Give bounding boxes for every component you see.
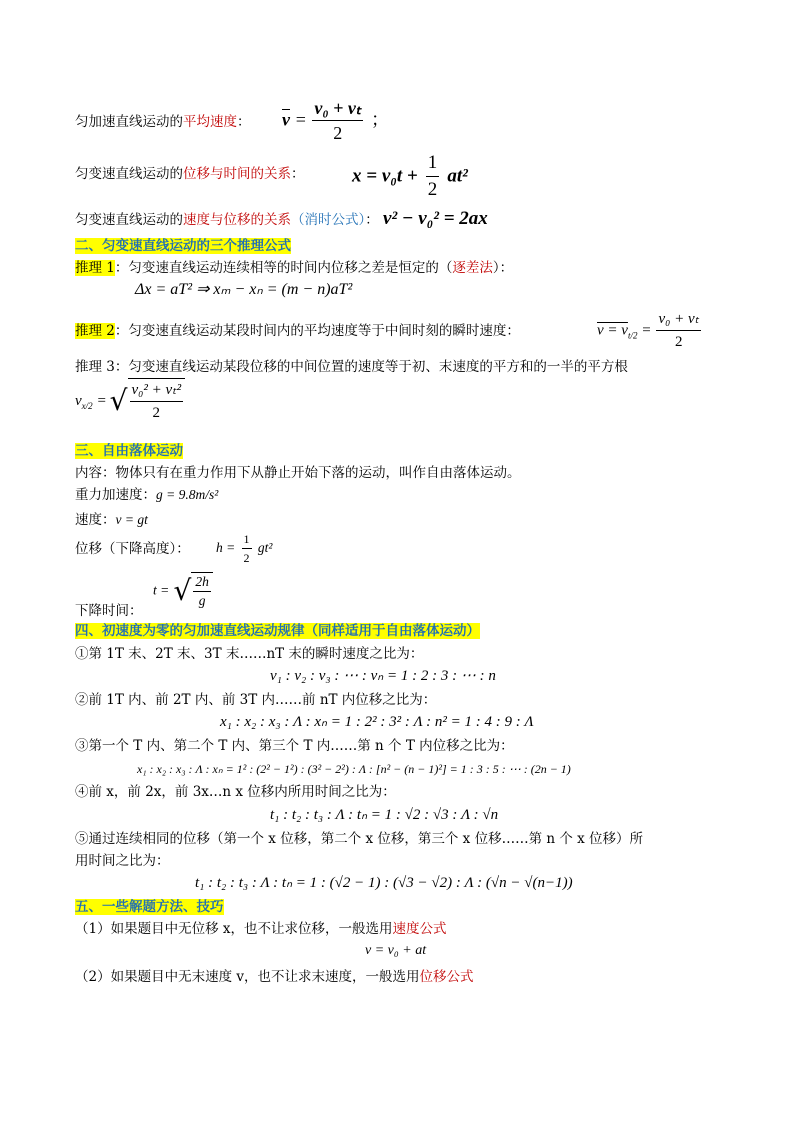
- tag: 推理 1: [75, 260, 115, 276]
- rule-2-formula: x₁ : x₂ : x₃ : Λ : xₙ = 1 : 2² : 3² : Λ : n² = 1 : 4 : 9 : Λ: [220, 714, 534, 730]
- rhs: gt²: [257, 540, 273, 555]
- fall-time-line: [75, 602, 143, 620]
- heading-text: 四、初速度为零的匀加速直线运动规律（同样适用于自由落体运动）: [75, 623, 480, 639]
- section3-heading: [75, 442, 183, 460]
- keyword: 逐差法: [452, 260, 493, 276]
- reasoning-2: [75, 322, 520, 340]
- text: （1）如果题目中无位移 x，也不让求位移，一般选用: [75, 921, 393, 937]
- text: ：匀变速直线运动某段时间内的平均速度等于中间时刻的瞬时速度：: [114, 323, 520, 339]
- text: ：匀变速直线运动连续相等的时间内位移之差是恒定的（: [114, 260, 453, 276]
- colon: ：: [237, 114, 251, 130]
- end: ；: [370, 109, 389, 131]
- rule-5-text-1: ⑤通过连续相同的位移（第一个 x 位移，第二个 x 位移，第三个 x 位移……第 n 个 x 位移）所: [75, 831, 644, 847]
- fraction: [426, 150, 440, 203]
- heading-text: 五、一些解题方法、技巧: [75, 899, 224, 915]
- reasoning-3-formula: $v_{x/2}$ = √ $\frac{\text{v₀² + vₜ²}}{2}$: [75, 378, 185, 424]
- lhs: v = v: [597, 322, 628, 339]
- label: 速度：: [75, 512, 116, 528]
- rule-1-text: ①第 1T 末、2T 末、3T 末……nT 末的瞬时速度之比为：: [75, 646, 424, 662]
- text: （2）如果题目中无末速度 v，也不让求末速度，一般选用: [75, 969, 420, 985]
- lhs: v: [75, 393, 82, 409]
- label: 位移（下降高度）：: [75, 541, 190, 557]
- reasoning-3: 推理 3：匀变速直线运动某段位移的中间位置的速度等于初、末速度的平方和的一半的平方根: [75, 359, 628, 375]
- disp-time-formula: [352, 150, 468, 203]
- gravity-line: [75, 486, 218, 504]
- section4-heading: [75, 622, 480, 640]
- method-2: [75, 968, 474, 986]
- rule-3-text: ③第一个 T 内、第二个 T 内、第三个 T 内……第 n 个 T 内位移之比为：: [75, 738, 514, 754]
- numerator: v₀² + vₜ²: [130, 379, 184, 402]
- section5-heading: [75, 898, 224, 916]
- rhs: at²: [447, 165, 468, 187]
- free-fall-content: 内容：物体只有在重力作用下从静止开始下落的运动，叫作自由落体运动。: [75, 465, 521, 481]
- avg-velocity-formula: $\overline{v}$ = $\frac{\text{v₀ + vₜ}}{2}$ ；: [282, 98, 389, 143]
- denominator: 2: [427, 179, 438, 200]
- section2-heading: [75, 237, 291, 255]
- sqrt: √ $\frac{\text{v₀² + vₜ²}}{2}$: [110, 378, 185, 424]
- fraction: [656, 308, 701, 353]
- denominator: 2: [243, 551, 250, 565]
- note: （消时公式）: [291, 212, 366, 228]
- end: ）：: [492, 260, 514, 276]
- reasoning-1: [75, 259, 513, 277]
- reasoning-1-formula: Δx = aT² ⇒ xₘ − xₙ = (m − n)aT²: [135, 281, 353, 298]
- tag: 推理 2: [75, 323, 115, 339]
- method-1: [75, 920, 447, 938]
- keyword: 速度公式: [392, 921, 447, 937]
- denominator: g: [198, 593, 206, 608]
- disp-time-line: [75, 165, 305, 183]
- numerator: v₀ + vₜ: [656, 308, 701, 331]
- label: 重力加速度：: [75, 487, 156, 503]
- height-formula: [216, 530, 272, 567]
- numerator: 1: [426, 150, 440, 177]
- v-bar: $\overline{v}$: [282, 109, 290, 130]
- rule-3-formula: x₁ : x₂ : x₃ : Λ : xₙ = 1² : (2² − 1²) : (3² − 2²) : Λ : [n² − (n − 1)²] = 1 : 3 : 5 : ⋯ : (2n − 1): [137, 762, 571, 776]
- reasoning-2-formula: $v = v_{t/2}$ = $\frac{\text{v₀ + vₜ}}{2}$: [597, 308, 703, 353]
- method-1-formula: v = v₀ + at: [365, 943, 427, 958]
- text: 匀变速直线运动的: [75, 166, 183, 182]
- fraction: [193, 573, 211, 610]
- colon: ：: [365, 212, 379, 228]
- fraction: [312, 96, 363, 145]
- denominator: 2: [674, 334, 683, 350]
- subscript: t/2: [627, 330, 638, 341]
- numerator: v₀ + vₜ: [312, 96, 363, 121]
- formula: v² − v₀² = 2ax: [383, 208, 488, 229]
- avg-velocity-line: [75, 113, 251, 131]
- numerator: 2h: [193, 573, 211, 592]
- height-line: [75, 540, 190, 558]
- keyword: 位移公式: [419, 969, 474, 985]
- denominator: 2: [333, 123, 343, 143]
- fraction: [130, 379, 184, 424]
- rule-4-text: ④前 x，前 2x，前 3x…n x 位移内所用时间之比为：: [75, 784, 396, 800]
- keyword: 平均速度: [183, 114, 237, 130]
- lhs: t =: [153, 582, 170, 598]
- text: 匀加速直线运动的: [75, 114, 183, 130]
- fraction: [242, 530, 252, 567]
- text: 匀变速直线运动的: [75, 212, 183, 228]
- velocity-line: [75, 511, 148, 529]
- rule-4-formula: t₁ : t₂ : t₃ : Λ : tₙ = 1 : √2 : √3 : Λ : √n: [270, 807, 499, 823]
- label: 下降时间：: [75, 603, 143, 619]
- lhs: h =: [216, 540, 236, 555]
- rule-2-text: ②前 1T 内、前 2T 内、前 3T 内……前 nT 内位移之比为：: [75, 692, 437, 708]
- heading-text: 三、自由落体运动: [75, 443, 183, 459]
- colon: ：: [291, 166, 305, 182]
- fall-time-formula: [153, 572, 213, 610]
- rule-5-text-2: 用时间之比为：: [75, 853, 170, 869]
- denominator: 2: [152, 405, 161, 421]
- formula: v = gt: [115, 512, 148, 527]
- formula: g = 9.8m/s²: [156, 487, 219, 502]
- lhs: x = v₀t +: [352, 165, 418, 187]
- keyword: 位移与时间的关系: [183, 166, 291, 182]
- subscript: x/2: [81, 401, 93, 411]
- numerator: 1: [242, 530, 252, 549]
- rule-5-formula: t₁ : t₂ : t₃ : Λ : tₙ = 1 : (√2 − 1) : (√3 − √2) : Λ : (√n − √(n−1)): [195, 875, 573, 891]
- heading-text: 二、匀变速直线运动的三个推理公式: [75, 238, 291, 254]
- rule-1-formula: v₁ : v₂ : v₃ : ⋯ : vₙ = 1 : 2 : 3 : ⋯ : n: [270, 668, 496, 684]
- sqrt: √ $\frac{2h}{g}$: [174, 572, 213, 610]
- vel-disp-line: [75, 210, 488, 229]
- keyword: 速度与位移的关系: [183, 212, 291, 228]
